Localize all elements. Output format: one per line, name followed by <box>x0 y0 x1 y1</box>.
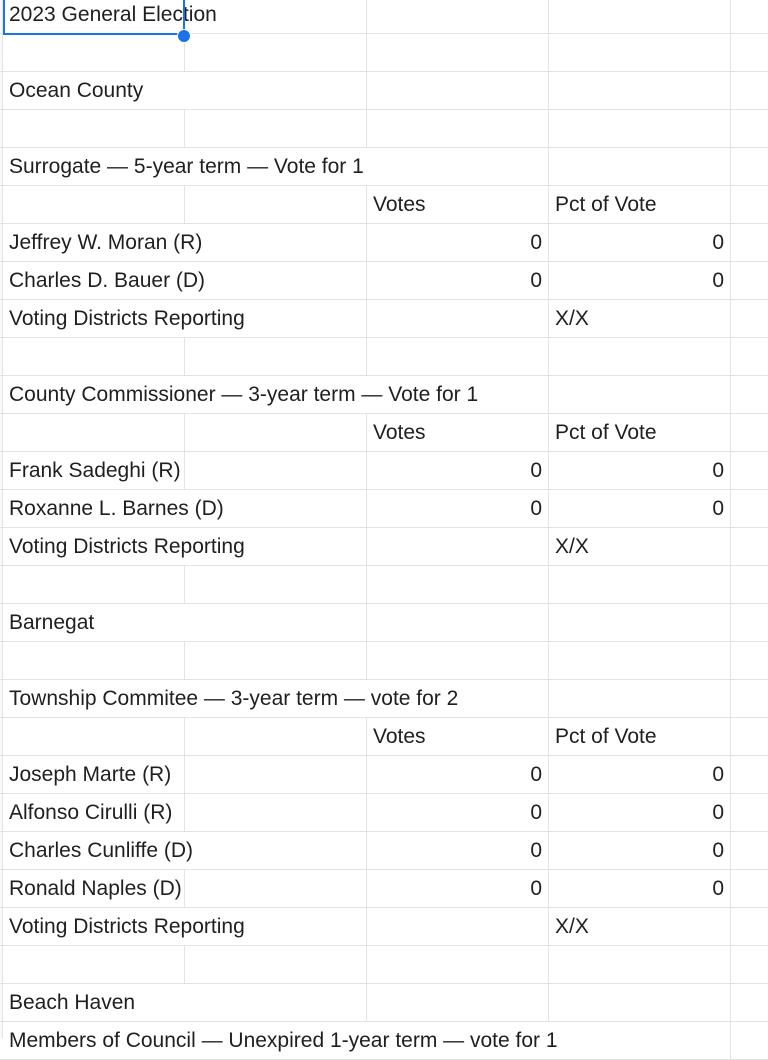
districts-reporting-label: Voting Districts Reporting <box>9 535 245 558</box>
grid-cell[interactable] <box>731 110 768 147</box>
candidate-name: Frank Sadeghi (R) <box>9 459 181 482</box>
section-title-row <box>0 1022 768 1060</box>
candidate-name-cell[interactable] <box>3 224 203 261</box>
grid-cell[interactable] <box>3 566 185 603</box>
grid-cell[interactable] <box>549 566 731 603</box>
candidate-row <box>0 794 768 832</box>
grid-cell[interactable] <box>185 490 367 527</box>
column-header-row <box>0 414 768 452</box>
grid-cell[interactable] <box>731 490 768 527</box>
grid-cell[interactable] <box>185 34 367 71</box>
votes-header-label: Votes <box>373 193 426 216</box>
pct-value: 0 <box>712 801 724 824</box>
grid-cell[interactable] <box>549 34 731 71</box>
candidate-row <box>0 452 768 490</box>
grid-cell[interactable] <box>3 642 185 679</box>
candidate-row <box>0 224 768 262</box>
grid-cell[interactable] <box>731 832 768 869</box>
pct-cell[interactable] <box>549 756 731 793</box>
districts-reporting-row <box>0 908 768 946</box>
section-title-text: Members of Council — Unexpired 1-year term — vote for 1 <box>9 1029 558 1052</box>
grid-cell[interactable] <box>731 452 768 489</box>
candidate-name-cell[interactable] <box>3 832 194 869</box>
blank-row <box>0 34 768 72</box>
districts-reporting-label-cell[interactable] <box>3 908 245 945</box>
votes-value: 0 <box>530 231 542 254</box>
grid-cell[interactable] <box>549 338 731 375</box>
candidate-row <box>0 870 768 908</box>
candidate-name: Alfonso Cirulli (R) <box>9 801 173 824</box>
pct-cell[interactable] <box>549 870 731 907</box>
votes-value: 0 <box>530 839 542 862</box>
pct-value: 0 <box>712 763 724 786</box>
votes-value: 0 <box>530 459 542 482</box>
grid-cell[interactable] <box>731 642 768 679</box>
votes-value: 0 <box>530 801 542 824</box>
grid-cell[interactable] <box>731 300 768 337</box>
votes-header-cell[interactable] <box>367 414 549 451</box>
section-title-text: Barnegat <box>9 611 95 634</box>
grid-cell[interactable] <box>3 110 185 147</box>
candidate-name-cell[interactable] <box>3 870 185 907</box>
districts-reporting-label: Voting Districts Reporting <box>9 307 245 330</box>
section-title-cell[interactable] <box>3 72 763 109</box>
grid-cell[interactable] <box>185 300 367 337</box>
candidate-row <box>0 490 768 528</box>
votes-header-label: Votes <box>373 725 426 748</box>
grid-cell[interactable] <box>731 756 768 793</box>
districts-reporting-value: X/X <box>555 915 589 938</box>
votes-value: 0 <box>530 763 542 786</box>
pct-cell[interactable] <box>549 490 731 527</box>
grid-cell[interactable] <box>731 224 768 261</box>
votes-header-cell[interactable] <box>367 186 549 223</box>
districts-reporting-value-cell[interactable] <box>549 528 731 565</box>
grid-cell[interactable] <box>3 186 185 223</box>
pct-value: 0 <box>712 497 724 520</box>
section-title-row <box>0 0 768 34</box>
grid-cell[interactable] <box>367 34 549 71</box>
pct-header-cell[interactable] <box>549 718 731 755</box>
grid-cell[interactable] <box>731 186 768 223</box>
candidate-name-cell[interactable] <box>3 452 185 489</box>
votes-cell[interactable] <box>367 262 549 299</box>
districts-reporting-label-cell[interactable] <box>3 300 245 337</box>
blank-row <box>0 338 768 376</box>
candidate-name: Charles Cunliffe (D) <box>9 839 194 862</box>
grid-cell[interactable] <box>731 794 768 831</box>
pct-header-label: Pct of Vote <box>555 421 657 444</box>
districts-reporting-row <box>0 300 768 338</box>
section-title-row <box>0 72 768 110</box>
candidate-name: Jeffrey W. Moran (R) <box>9 231 203 254</box>
grid-cell[interactable] <box>185 262 367 299</box>
votes-cell[interactable] <box>367 756 549 793</box>
districts-reporting-value: X/X <box>555 307 589 330</box>
column-header-row <box>0 186 768 224</box>
section-title-cell[interactable] <box>3 376 763 413</box>
candidate-name-cell[interactable] <box>3 756 185 793</box>
grid-cell[interactable] <box>185 566 367 603</box>
section-title-cell[interactable] <box>3 604 763 641</box>
pct-header-label: Pct of Vote <box>555 193 657 216</box>
fill-handle-icon[interactable] <box>177 29 191 43</box>
grid-cell[interactable] <box>367 300 549 337</box>
grid-cell[interactable] <box>3 338 185 375</box>
section-title-row <box>0 148 768 186</box>
pct-value: 0 <box>712 231 724 254</box>
grid-cell[interactable] <box>3 946 185 983</box>
grid-cell[interactable] <box>549 110 731 147</box>
grid-cell[interactable] <box>731 528 768 565</box>
grid-cell[interactable] <box>185 718 367 755</box>
candidate-name-cell[interactable] <box>3 794 185 831</box>
grid-cell[interactable] <box>3 718 185 755</box>
candidate-name: Charles D. Bauer (D) <box>9 269 206 292</box>
grid-cell[interactable] <box>367 908 549 945</box>
grid-cell[interactable] <box>549 946 731 983</box>
pct-cell[interactable] <box>549 452 731 489</box>
votes-header-cell[interactable] <box>367 718 549 755</box>
votes-value: 0 <box>530 877 542 900</box>
grid-cell[interactable] <box>731 338 768 375</box>
section-title-text: Beach Haven <box>9 991 136 1014</box>
votes-cell[interactable] <box>367 832 549 869</box>
grid-cell[interactable] <box>185 452 367 489</box>
grid-cell[interactable] <box>185 870 367 907</box>
votes-header-label: Votes <box>373 421 426 444</box>
section-title-text: County Commissioner — 3-year term — Vote for 1 <box>9 383 479 406</box>
grid-cell[interactable] <box>731 718 768 755</box>
pct-cell[interactable] <box>549 262 731 299</box>
votes-cell[interactable] <box>367 490 549 527</box>
grid-cell[interactable] <box>731 262 768 299</box>
districts-reporting-value-cell[interactable] <box>549 908 731 945</box>
votes-cell[interactable] <box>367 224 549 261</box>
votes-value: 0 <box>530 497 542 520</box>
candidate-row <box>0 756 768 794</box>
candidate-name-cell[interactable] <box>3 262 206 299</box>
blank-row <box>0 946 768 984</box>
candidate-name: Ronald Naples (D) <box>9 877 182 900</box>
candidate-name: Joseph Marte (R) <box>9 763 172 786</box>
grid-cell[interactable] <box>731 414 768 451</box>
votes-cell[interactable] <box>367 794 549 831</box>
grid-cell[interactable] <box>185 186 367 223</box>
blank-row <box>0 642 768 680</box>
grid-cell[interactable] <box>185 946 367 983</box>
grid-cell[interactable] <box>367 946 549 983</box>
districts-reporting-row <box>0 528 768 566</box>
section-title-text: Township Commitee — 3-year term — vote for 2 <box>9 687 459 710</box>
grid-cell[interactable] <box>731 870 768 907</box>
section-title-row <box>0 604 768 642</box>
candidate-row <box>0 262 768 300</box>
pct-header-label: Pct of Vote <box>555 725 657 748</box>
pct-header-cell[interactable] <box>549 186 731 223</box>
pct-header-cell[interactable] <box>549 414 731 451</box>
votes-value: 0 <box>530 269 542 292</box>
grid-cell[interactable] <box>367 110 549 147</box>
section-title-row <box>0 376 768 414</box>
grid-cell[interactable] <box>185 756 367 793</box>
grid-cell[interactable] <box>3 414 185 451</box>
grid-cell[interactable] <box>367 528 549 565</box>
grid-cell[interactable] <box>731 566 768 603</box>
grid-cell[interactable] <box>185 642 367 679</box>
grid-cell[interactable] <box>185 338 367 375</box>
section-title-text: Surrogate — 5-year term — Vote for 1 <box>9 155 364 178</box>
grid-cell[interactable] <box>185 224 367 261</box>
section-title-cell[interactable] <box>3 0 763 33</box>
grid-cell[interactable] <box>367 566 549 603</box>
section-title-cell[interactable] <box>3 148 763 185</box>
grid-cell[interactable] <box>185 832 367 869</box>
pct-cell[interactable] <box>549 794 731 831</box>
section-title-text: 2023 General Election <box>9 3 217 26</box>
grid-cell[interactable] <box>185 908 367 945</box>
section-title-text: Ocean County <box>9 79 144 102</box>
grid-cell[interactable] <box>549 642 731 679</box>
grid-cell[interactable] <box>367 642 549 679</box>
blank-row <box>0 110 768 148</box>
candidate-row <box>0 832 768 870</box>
candidate-name: Roxanne L. Barnes (D) <box>9 497 224 520</box>
section-title-cell[interactable] <box>3 984 763 1021</box>
section-title-row <box>0 680 768 718</box>
districts-reporting-label-cell[interactable] <box>3 528 245 565</box>
districts-reporting-label: Voting Districts Reporting <box>9 915 245 938</box>
grid-cell[interactable] <box>731 946 768 983</box>
votes-cell[interactable] <box>367 870 549 907</box>
grid-cell[interactable] <box>185 414 367 451</box>
districts-reporting-value: X/X <box>555 535 589 558</box>
grid-cell[interactable] <box>185 528 367 565</box>
section-title-cell[interactable] <box>3 680 763 717</box>
pct-value: 0 <box>712 839 724 862</box>
pct-cell[interactable] <box>549 832 731 869</box>
grid-cell[interactable] <box>185 794 367 831</box>
grid-cell[interactable] <box>731 908 768 945</box>
grid-cell[interactable] <box>731 34 768 71</box>
grid-cell[interactable] <box>185 110 367 147</box>
pct-value: 0 <box>712 877 724 900</box>
grid-cell[interactable] <box>3 34 185 71</box>
grid-cell[interactable] <box>367 338 549 375</box>
candidate-name-cell[interactable] <box>3 490 224 527</box>
section-title-row <box>0 984 768 1022</box>
blank-row <box>0 566 768 604</box>
section-title-cell[interactable] <box>3 1022 763 1059</box>
column-header-row <box>0 718 768 756</box>
pct-cell[interactable] <box>549 224 731 261</box>
pct-value: 0 <box>712 459 724 482</box>
votes-cell[interactable] <box>367 452 549 489</box>
districts-reporting-value-cell[interactable] <box>549 300 731 337</box>
pct-value: 0 <box>712 269 724 292</box>
